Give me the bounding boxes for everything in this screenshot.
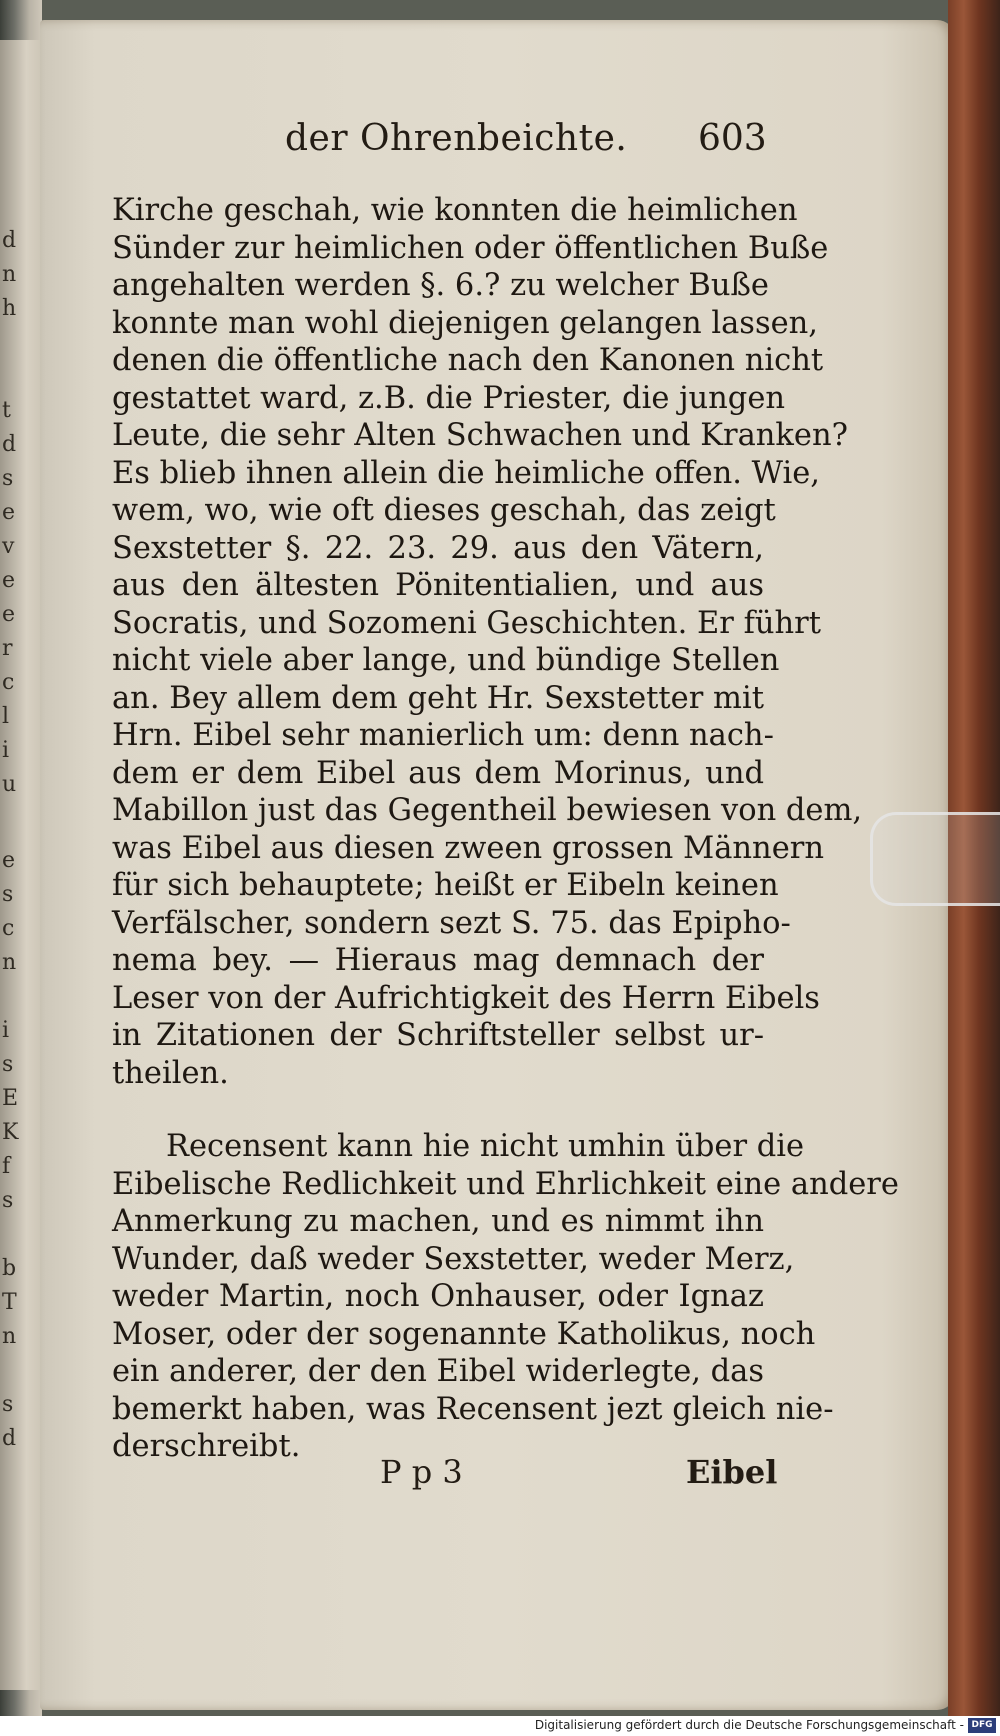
text-line: Sünder zur heimlichen oder öffentlichen Buße	[112, 230, 829, 266]
text-line: theilen.	[112, 1055, 229, 1091]
paragraph-1	[112, 192, 863, 1092]
dfg-logo: DFG	[968, 1718, 996, 1733]
text-line: dem er dem Eibel aus dem Morinus, und	[112, 755, 764, 791]
credit-bar	[0, 1716, 1000, 1736]
text-line: gestattet ward, z.B. die Priester, die jungen	[112, 380, 786, 416]
text-line: Sexstetter §. 22. 23. 29. aus den Vätern,	[112, 530, 764, 566]
text-line: was Eibel aus diesen zween grossen Männern	[112, 830, 824, 866]
text-line: wem, wo, wie oft dieses geschah, das zeigt	[112, 493, 776, 528]
running-head	[0, 118, 1000, 168]
text-line: Eibelische Redlichkeit und Ehrlichkeit eine andere	[112, 1166, 899, 1202]
text-line: denen die öffentliche nach den Kanonen nicht	[112, 343, 824, 378]
text-line: Mabillon just das Gegentheil bewiesen von dem,	[112, 793, 863, 828]
text-line: Leute, die sehr Alten Schwachen und Kranken?	[112, 418, 848, 453]
paragraph-2	[112, 1128, 899, 1466]
text-line: an. Bey allem dem geht Hr. Sexstetter mit	[112, 680, 764, 716]
text-line: Moser, oder der sogenannte Katholikus, noch	[112, 1316, 816, 1352]
page-clip	[870, 812, 1000, 906]
text-line: in Zitationen der Schriftsteller selbst ur-	[112, 1018, 764, 1053]
digitization-credit: Digitalisierung gefördert durch die Deutsche Forschungsgemeinschaft -	[534, 1718, 964, 1732]
text-line: weder Martin, noch Onhauser, oder Ignaz	[112, 1279, 764, 1314]
text-line: aus den ältesten Pönitentialien, und aus	[112, 568, 764, 603]
text-line: derschreibt.	[112, 1429, 301, 1464]
previous-page-edge: d n h t d s e v e e r c l i u e s c n i s E K f s b T n s d	[0, 40, 44, 1690]
signature-mark: P p 3	[380, 1453, 463, 1491]
catchword: Eibel	[686, 1453, 778, 1491]
text-line: angehalten werden §. 6.? zu welcher Buße	[112, 268, 769, 303]
text-line: Socratis, und Sozomeni Geschichten. Er führt	[112, 605, 821, 641]
text-line: Kirche geschah, wie konnten die heimlichen	[112, 193, 798, 228]
text-line: für sich behauptete; heißt er Eibeln keinen	[112, 868, 779, 903]
text-line: Recensent kann hie nicht umhin über die	[166, 1129, 805, 1164]
text-line: Hrn. Eibel sehr manierlich um: denn nach-	[112, 718, 774, 753]
text-line: Leser von der Aufrichtigkeit des Herrn Eibels	[112, 980, 820, 1016]
text-line: ein anderer, der den Eibel widerlegte, das	[112, 1354, 764, 1389]
text-line: Es blieb ihnen allein die heimliche offen. Wie,	[112, 455, 820, 491]
text-line: bemerkt haben, was Recensent jezt gleich nie-	[112, 1391, 834, 1427]
text-line: nicht viele aber lange, und bündige Stellen	[112, 643, 780, 678]
text-line: konnte man wohl diejenigen gelangen lassen,	[112, 305, 818, 341]
text-line: Verfälscher, sondern sezt S. 75. das Epipho-	[112, 905, 791, 941]
page-number: 603	[698, 118, 767, 159]
body-text	[112, 192, 899, 1466]
text-line: nema bey. — Hieraus mag demnach der	[112, 943, 764, 978]
text-line: Anmerkung zu machen, und es nimmt ihn	[112, 1204, 764, 1239]
page-footer	[0, 1453, 1000, 1503]
text-line: Wunder, daß weder Sexstetter, weder Merz,	[112, 1241, 795, 1277]
running-head-title: der Ohrenbeichte.	[285, 118, 628, 159]
